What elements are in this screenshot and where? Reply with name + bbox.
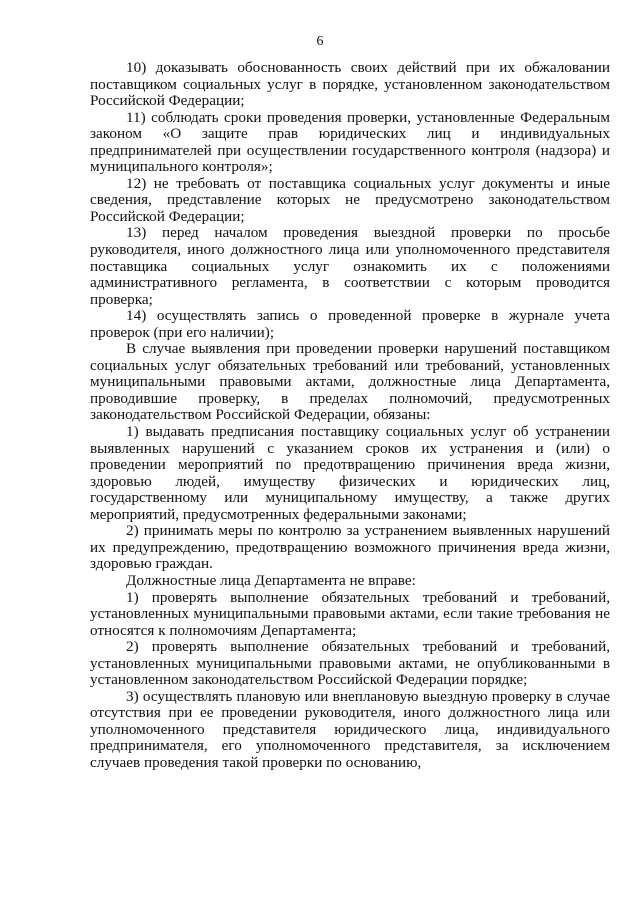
document-body — [90, 60, 610, 772]
paragraph-obligation-2: 2) принимать меры по контролю за устранением выявленных нарушений их предупреждению, предотвращению возможного причинения вреда жизни, здоровью граждан. — [90, 522, 610, 573]
paragraph-item-12: 12) не требовать от поставщика социальных услуг документы и иные сведения, представление которых не предусмотрено законодательством Российской Федерации; — [90, 174, 610, 225]
paragraph-obligation-1: 1) выдавать предписания поставщику социальных услуг об устранении выявленных нарушений с указанием сроков их устранения и (или) о проведении мероприятий по предотвращению причинения вреда жизни, здоровью людей, имуществу физических и юридических лиц, государственному или муниципальному имуществу, а также других мероприятий, предусмотренных федеральными законами; — [90, 423, 610, 523]
paragraph-prohibition-3: 3) осуществлять плановую или внеплановую выездную проверку в случае отсутствия при ее проведении руководителя, иного должностного лица или уполномоченного представителя юридического лица, индивидуального предпринимателя, его уполномоченного представителя, за исключением случаев проведения такой проверки по основанию, — [90, 687, 610, 771]
paragraph-item-10: 10) доказывать обоснованность своих действий при их обжаловании поставщиком социальных услуг в порядке, установленном законодательством Российской Федерации; — [90, 59, 610, 110]
paragraph-prohibition-2: 2) проверять выполнение обязательных требований и требований, установленных муниципальными правовыми актами, не опубликованными в установленном законодательством Российской Федерации порядке; — [90, 638, 610, 689]
page-number: 6 — [316, 34, 324, 49]
paragraph-violations-intro: В случае выявления при проведении проверки нарушений поставщиком социальных услуг обязательных требований или требований, установленных муниципальными правовыми актами, должностные лица Департамента, проводившие проверку, в пределах полномочий, предусмотренных законодательством Российской Федерации, обязаны: — [90, 340, 610, 424]
paragraph-item-11: 11) соблюдать сроки проведения проверки, установленные Федеральным законом «О защите прав юридических лиц и индивидуальных предпринимателей при осуществлении государственного контроля (надзора) и муниципального контроля»; — [90, 108, 610, 176]
paragraph-item-14: 14) осуществлять запись о проведенной проверке в журнале учета проверок (при его наличии); — [90, 307, 610, 341]
paragraph-prohibition-1: 1) проверять выполнение обязательных требований и требований, установленных муниципальными правовыми актами, если такие требования не относятся к полномочиям Департамента; — [90, 588, 610, 639]
paragraph-prohibitions-heading: Должностные лица Департамента не вправе: — [126, 571, 416, 589]
paragraph-item-13: 13) перед началом проведения выездной проверки по просьбе руководителя, иного должностного лица или уполномоченного представителя поставщика социальных услуг ознакомить их с положениями административного регламента, в соответствии с которым проводится проверка; — [90, 224, 610, 308]
